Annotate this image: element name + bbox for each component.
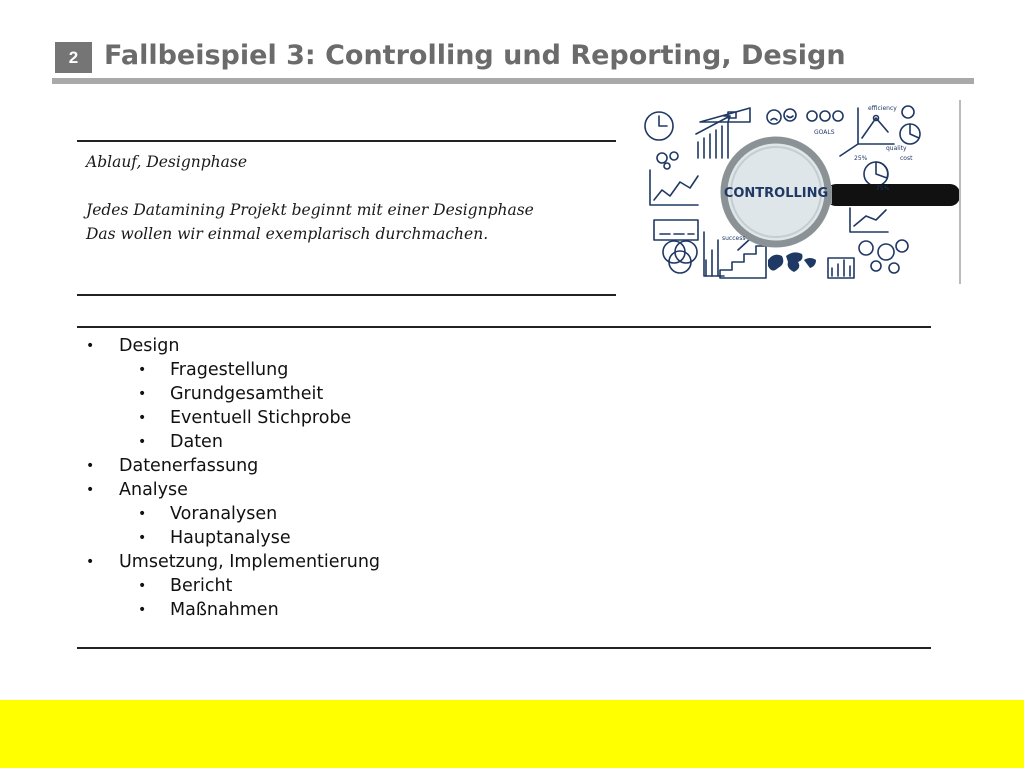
goals-target-icon bbox=[807, 111, 843, 121]
bullet-icon: • bbox=[86, 554, 95, 570]
bullet-icon: • bbox=[138, 362, 147, 378]
outline-item-text: Umsetzung, Implementierung bbox=[119, 552, 381, 572]
outline-top-rule bbox=[77, 326, 931, 328]
smiley-icons bbox=[767, 109, 796, 124]
ramp-chart-icon bbox=[700, 108, 750, 122]
intro-line-2: Das wollen wir einmal exemplarisch durchmachen. bbox=[86, 225, 489, 243]
outline-item bbox=[86, 454, 380, 478]
outline-item bbox=[86, 358, 380, 382]
efficiency-tag: efficiency bbox=[868, 105, 897, 112]
outline-item bbox=[86, 478, 380, 502]
bullet-icon: • bbox=[86, 482, 95, 498]
outline-item bbox=[86, 406, 380, 430]
intro-bottom-rule bbox=[77, 294, 616, 296]
title-underline bbox=[52, 78, 974, 84]
gears-icon bbox=[859, 240, 908, 273]
outline-item bbox=[86, 526, 380, 550]
outline-item-text: Analyse bbox=[119, 480, 188, 500]
intro-top-rule bbox=[77, 140, 616, 142]
outline-item-text: Daten bbox=[170, 432, 223, 452]
intro-heading: Ablauf, Designphase bbox=[86, 153, 248, 171]
bullet-icon: • bbox=[138, 506, 147, 522]
outline-item bbox=[86, 574, 380, 598]
outline-item bbox=[86, 502, 380, 526]
bullet-icon: • bbox=[86, 338, 95, 354]
bullet-icon: • bbox=[138, 602, 147, 618]
outline-bottom-rule bbox=[77, 647, 931, 649]
arrow-chart-icon bbox=[654, 220, 698, 240]
gear-icon bbox=[657, 152, 678, 169]
outline-item-text: Eventuell Stichprobe bbox=[170, 408, 352, 428]
controlling-illustration bbox=[640, 100, 962, 284]
outline-item-text: Hauptanalyse bbox=[170, 528, 291, 548]
venn-diagram-icon bbox=[663, 241, 697, 273]
outline-item-text: Voranalysen bbox=[170, 504, 278, 524]
outline-item-text: Grundgesamtheit bbox=[170, 384, 324, 404]
percent-tag-a: 25% bbox=[854, 155, 868, 162]
outline-item bbox=[86, 550, 380, 574]
world-map-icon bbox=[768, 252, 816, 272]
clock-icon bbox=[645, 112, 673, 140]
cost-tag: cost bbox=[900, 155, 913, 162]
bullet-icon: • bbox=[138, 434, 147, 450]
slide-number-badge: 2 bbox=[55, 42, 92, 73]
percentage-pie-icon bbox=[864, 162, 888, 186]
outline-item-text: Design bbox=[119, 336, 180, 356]
bullet-icon: • bbox=[138, 386, 147, 402]
outline-item-text: Maßnahmen bbox=[170, 600, 279, 620]
intro-text-block bbox=[86, 150, 611, 246]
intro-line-1: Jedes Datamining Projekt beginnt mit einer Designphase bbox=[86, 201, 534, 219]
bullet-icon: • bbox=[138, 410, 147, 426]
outline-item bbox=[86, 598, 380, 622]
outline-item-text: Bericht bbox=[170, 576, 233, 596]
goals-tag: GOALS bbox=[814, 129, 835, 136]
bullet-icon: • bbox=[86, 458, 95, 474]
line-chart-icon bbox=[650, 170, 698, 205]
comparison-chart-icon bbox=[828, 258, 854, 278]
pie-chart-icon bbox=[900, 106, 920, 144]
slide-title: Fallbeispiel 3: Controlling und Reporting, Design bbox=[104, 40, 846, 71]
bullet-icon: • bbox=[138, 530, 147, 546]
currency-chart-icon bbox=[850, 208, 888, 232]
quality-tag: quality bbox=[886, 145, 907, 152]
outline-item bbox=[86, 382, 380, 406]
outline-item bbox=[86, 430, 380, 454]
outline-item-text: Fragestellung bbox=[170, 360, 289, 380]
outline-item bbox=[86, 334, 380, 358]
success-tag: success bbox=[722, 235, 746, 242]
bullet-icon: • bbox=[138, 578, 147, 594]
outline-list bbox=[86, 334, 380, 622]
magnifier-label: CONTROLLING bbox=[723, 186, 829, 201]
percent-tag-b: 75% bbox=[876, 185, 890, 192]
outline-item-text: Datenerfassung bbox=[119, 456, 259, 476]
footer-band bbox=[0, 700, 1024, 768]
